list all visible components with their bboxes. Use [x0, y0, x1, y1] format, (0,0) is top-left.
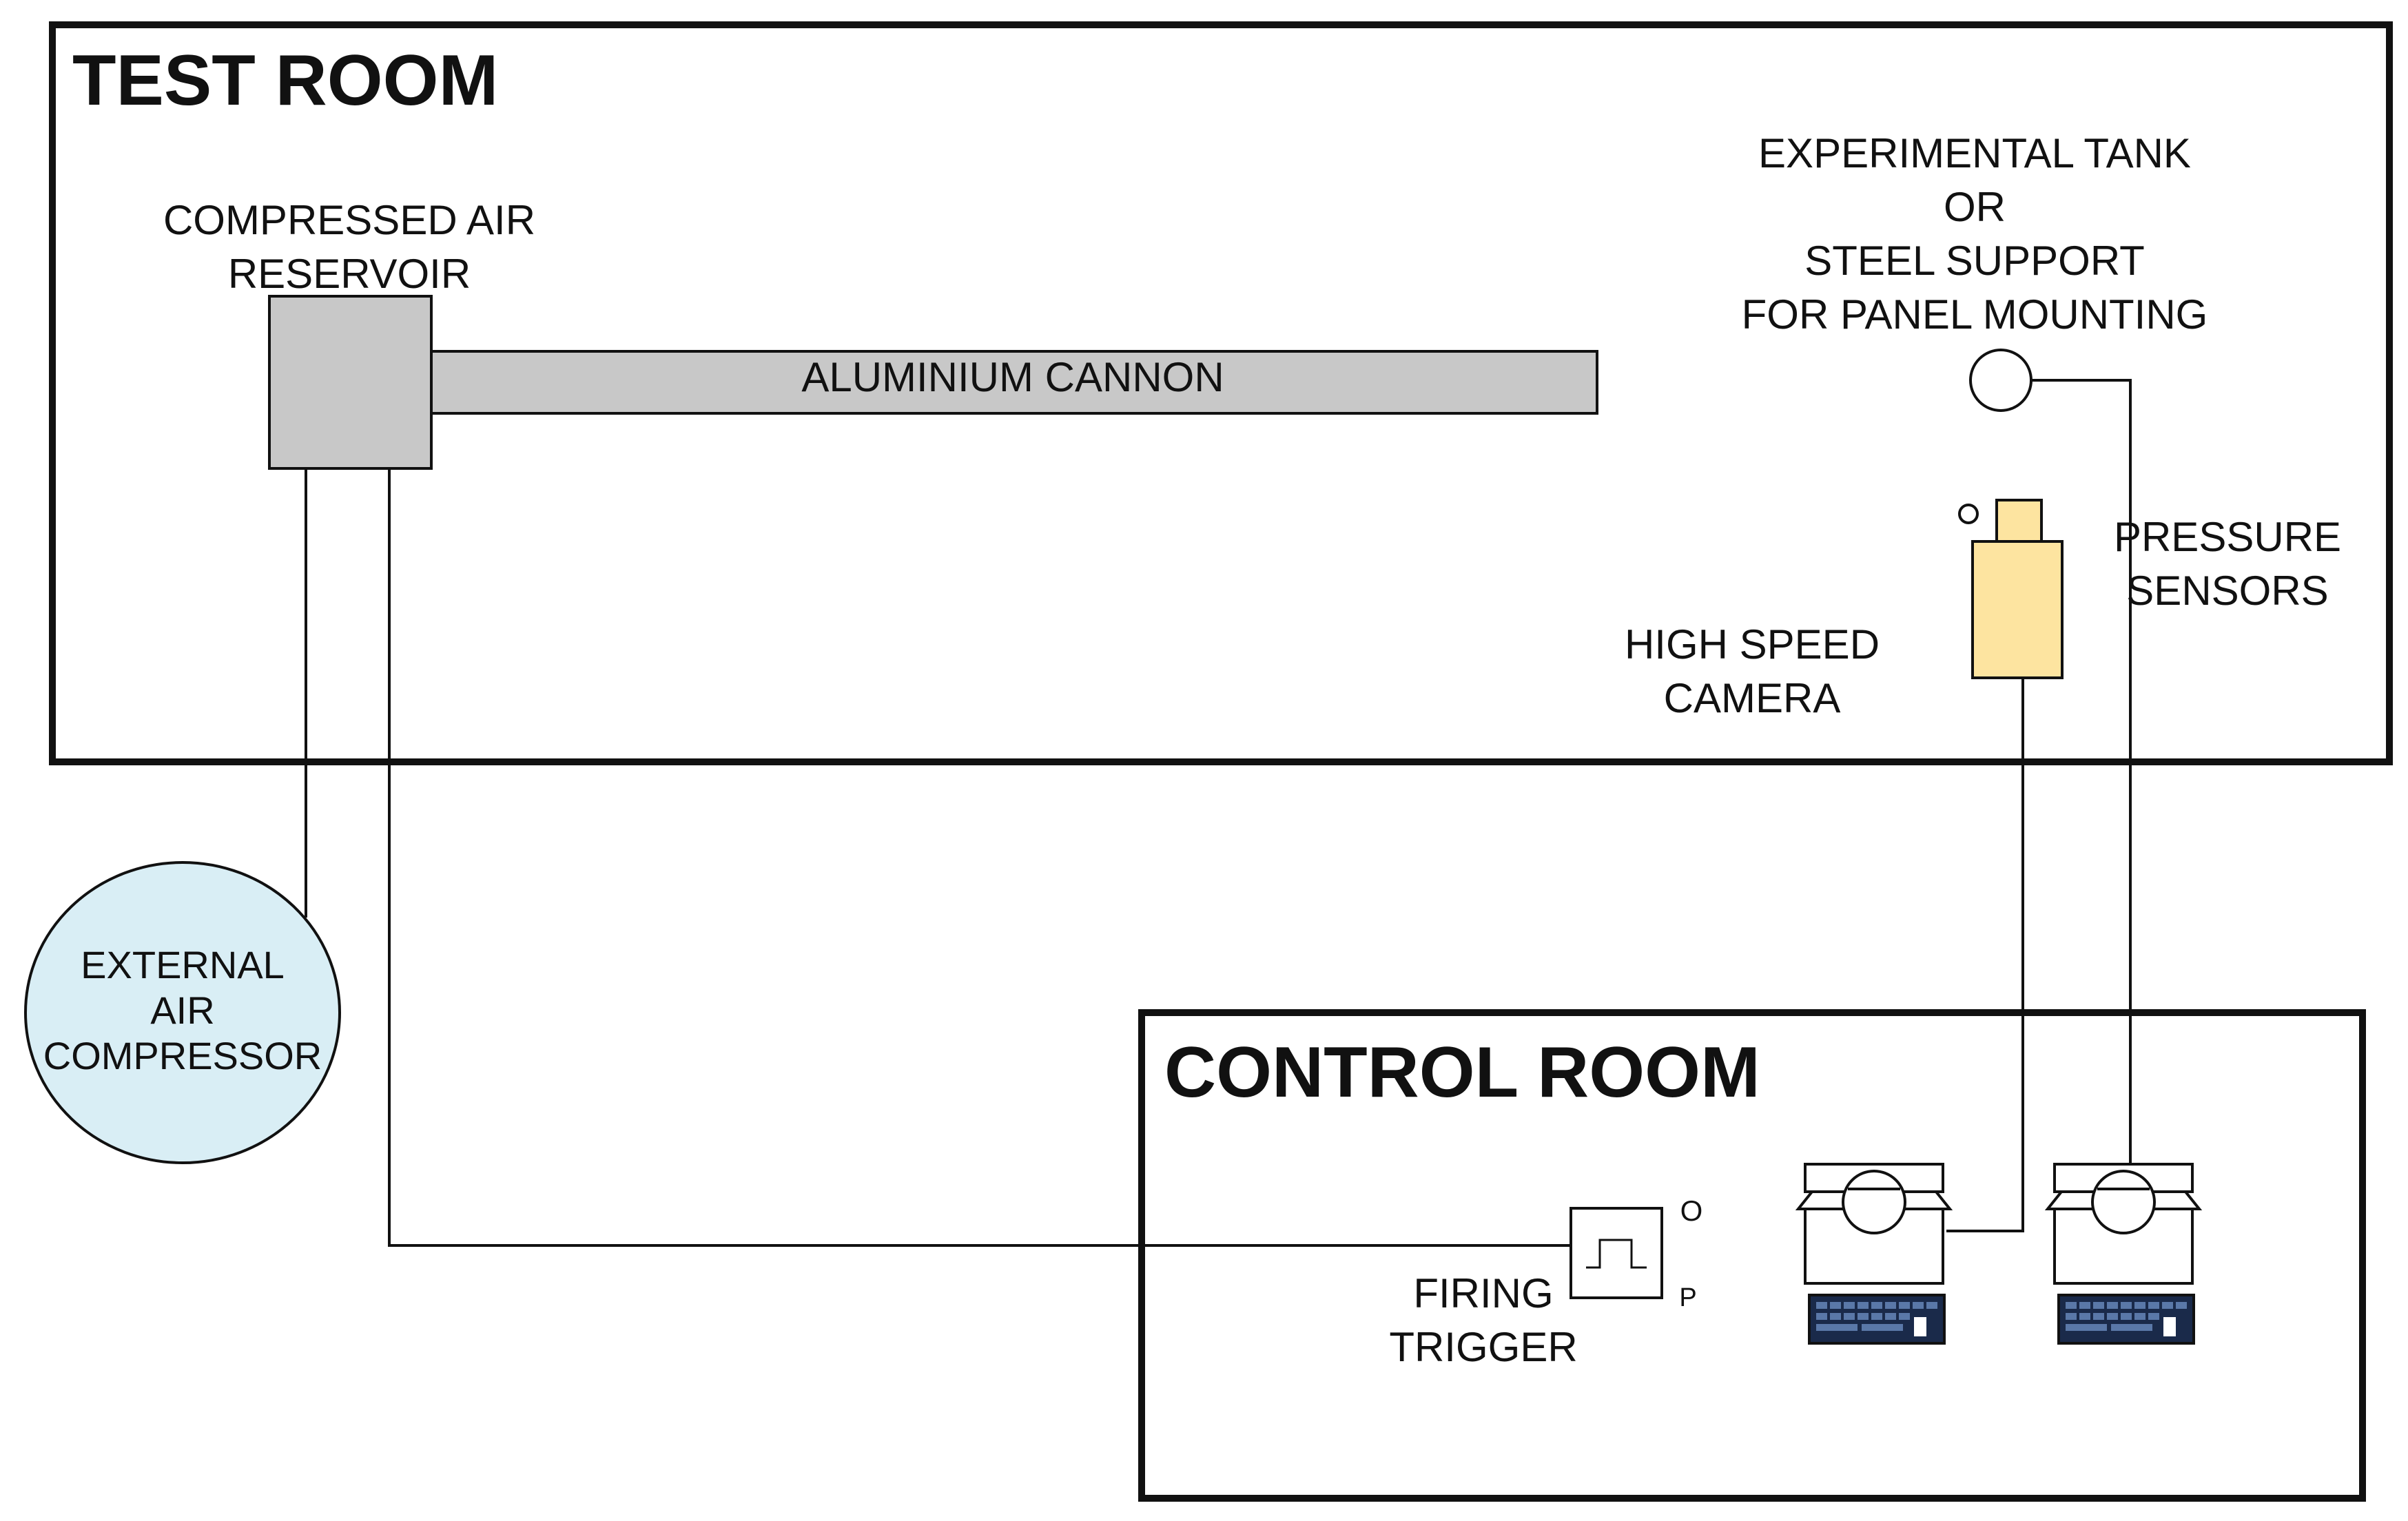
tank-label-line4: FOR PANEL MOUNTING — [1741, 291, 2208, 338]
compressor-label-line2: AIR — [150, 989, 215, 1032]
high-speed-camera — [1959, 500, 2062, 678]
keyboard-white-key — [2163, 1317, 2176, 1336]
pressure-sensors-label-line2: SENSORS — [2126, 568, 2329, 614]
switch-p-label: P — [1679, 1283, 1697, 1312]
camera-body — [1973, 541, 2062, 678]
connection-lines — [306, 380, 2130, 1245]
trigger-cable — [389, 468, 1571, 1245]
pressure-sensor-cable — [2030, 380, 2130, 1164]
camera-lens — [1997, 500, 2041, 541]
tank-label-line1: EXPERIMENTAL TANK — [1758, 130, 2191, 176]
control-room-title: CONTROL ROOM — [1164, 1033, 1760, 1113]
trigger-label-line2: TRIGGER — [1389, 1324, 1578, 1370]
tank-label-line2: OR — [1944, 184, 2006, 230]
camera-label-line1: HIGH SPEED — [1624, 621, 1880, 668]
switch-o-label: O — [1680, 1194, 1703, 1227]
compressor-label-line1: EXTERNAL — [81, 943, 285, 986]
compressed-air-reservoir — [269, 296, 431, 468]
keyboard-white-key — [1914, 1317, 1926, 1336]
test-room-title: TEST ROOM — [72, 41, 499, 121]
desktop-computer-icon — [2048, 1164, 2199, 1343]
firing-trigger-switch — [1571, 1208, 1662, 1298]
experimental-tank-circle — [1970, 350, 2031, 411]
reservoir-label-line1: COMPRESSED AIR — [163, 197, 536, 243]
cannon-label: ALUMINIUM CANNON — [801, 354, 1224, 400]
trigger-label-line1: FIRING — [1413, 1270, 1554, 1316]
compressor-label-line3: COMPRESSOR — [43, 1034, 322, 1077]
camera-label-line2: CAMERA — [1663, 675, 1841, 721]
monitor-screen-circle — [1843, 1171, 1905, 1233]
trigger-housing — [1571, 1208, 1662, 1298]
reservoir-label-line2: RESERVOIR — [227, 251, 471, 297]
desktop-computer-icon — [1798, 1164, 1950, 1343]
camera-indicator-light — [1959, 505, 1977, 523]
monitor-screen-circle — [2092, 1171, 2154, 1233]
pressure-sensors-label-line1: PRESSURE — [2113, 514, 2342, 560]
tank-label-line3: STEEL SUPPORT — [1804, 238, 2145, 284]
